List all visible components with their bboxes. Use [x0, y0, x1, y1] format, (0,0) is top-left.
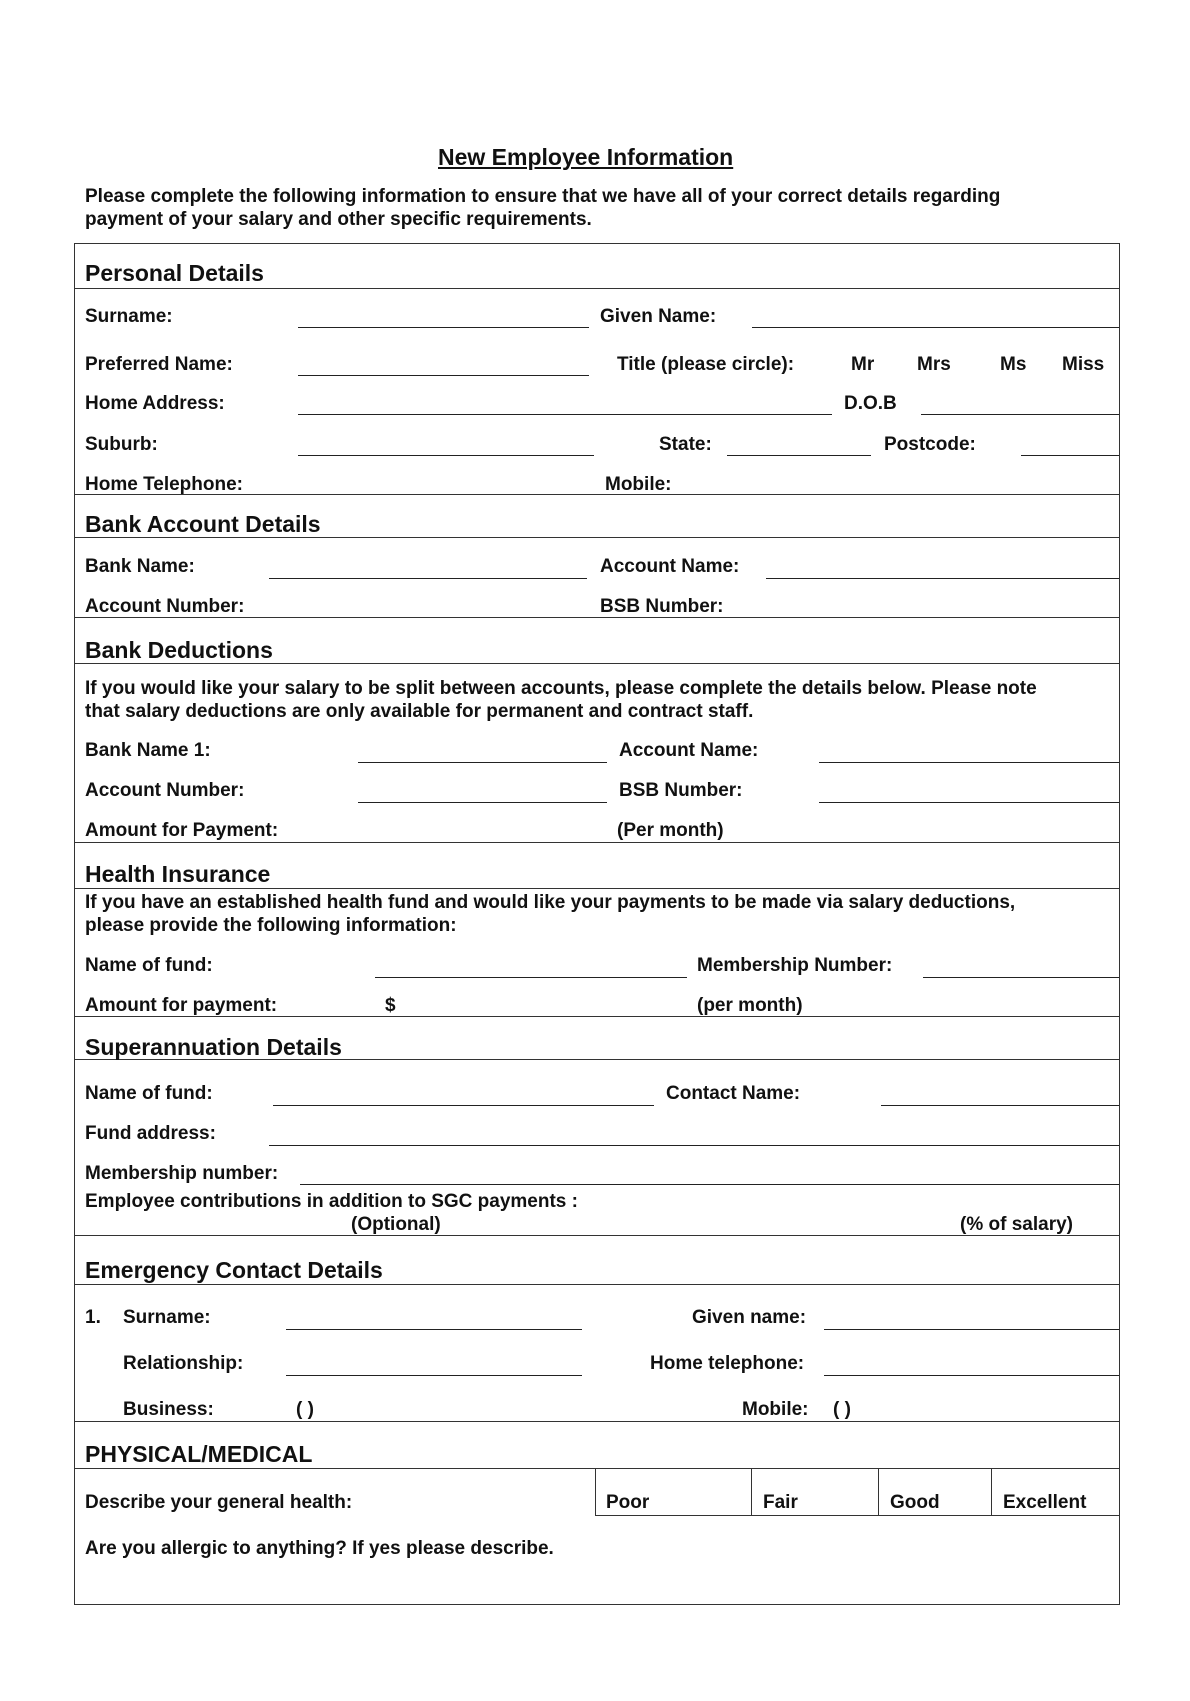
- intro-line-2: payment of your salary and other specific requirements.: [85, 209, 592, 230]
- super-membership-field[interactable]: [300, 1184, 1119, 1185]
- postcode-field[interactable]: [1021, 455, 1119, 456]
- health-grid-bottom: [595, 1515, 1120, 1516]
- dob-field[interactable]: [921, 414, 1119, 415]
- deductions-amount-label: Amount for Payment:: [85, 820, 279, 841]
- deductions-per-month: (Per month): [617, 820, 724, 841]
- optional-label: (Optional): [351, 1214, 441, 1235]
- deductions-note-2: that salary deductions are only available for permanent and contract staff.: [85, 701, 754, 722]
- deductions-account-number-field[interactable]: [358, 802, 607, 803]
- fund-address-label: Fund address:: [85, 1123, 216, 1144]
- dollar-sign: $: [385, 995, 396, 1016]
- health-fund-label: Name of fund:: [85, 955, 213, 976]
- pct-salary-label: (% of salary): [960, 1214, 1073, 1235]
- bank-name-label: Bank Name:: [85, 556, 195, 577]
- emergency-given-name-label: Given name:: [692, 1307, 807, 1328]
- relationship-field[interactable]: [286, 1375, 582, 1376]
- super-fund-field[interactable]: [273, 1105, 654, 1106]
- dob-label: D.O.B: [844, 393, 897, 414]
- section-heading-super: Superannuation Details: [85, 1034, 342, 1060]
- deductions-bsb-field[interactable]: [819, 802, 1119, 803]
- health-note-2: please provide the following information:: [85, 915, 457, 936]
- title-option-mrs[interactable]: Mrs: [917, 354, 951, 375]
- bsb-number-label: BSB Number:: [600, 596, 724, 617]
- deductions-account-name-label: Account Name:: [619, 740, 759, 761]
- preferred-name-label: Preferred Name:: [85, 354, 233, 375]
- contact-name-field[interactable]: [881, 1105, 1119, 1106]
- health-per-month: (per month): [697, 995, 803, 1016]
- health-option-excellent[interactable]: Excellent: [1003, 1492, 1087, 1513]
- home-address-label: Home Address:: [85, 393, 225, 414]
- emergency-mobile-label: Mobile:: [742, 1399, 809, 1420]
- suburb-label: Suburb:: [85, 434, 158, 455]
- title-option-mr[interactable]: Mr: [851, 354, 875, 375]
- super-fund-label: Name of fund:: [85, 1083, 213, 1104]
- divider: [75, 1468, 1120, 1469]
- home-address-field[interactable]: [298, 414, 832, 415]
- deductions-account-number-label: Account Number:: [85, 780, 245, 801]
- contact-name-label: Contact Name:: [666, 1083, 801, 1104]
- deductions-account-name-field[interactable]: [819, 762, 1119, 763]
- emergency-number: 1.: [85, 1307, 101, 1328]
- section-heading-bank-deductions: Bank Deductions: [85, 637, 273, 663]
- surname-field[interactable]: [298, 327, 589, 328]
- health-grid-line: [991, 1468, 992, 1515]
- state-field[interactable]: [727, 455, 871, 456]
- emergency-surname-field[interactable]: [286, 1329, 582, 1330]
- section-heading-emergency: Emergency Contact Details: [85, 1257, 383, 1283]
- divider: [75, 888, 1120, 889]
- health-option-fair[interactable]: Fair: [763, 1492, 798, 1513]
- allergic-label: Are you allergic to anything? If yes please describe.: [85, 1538, 554, 1559]
- business-phone-field[interactable]: ( ): [296, 1399, 314, 1420]
- health-amount-label: Amount for payment:: [85, 995, 278, 1016]
- bank-name-field[interactable]: [269, 578, 587, 579]
- postcode-label: Postcode:: [884, 434, 976, 455]
- deductions-bsb-label: BSB Number:: [619, 780, 743, 801]
- health-fund-field[interactable]: [375, 977, 687, 978]
- title-circle-label: Title (please circle):: [617, 354, 795, 375]
- health-grid-line: [595, 1468, 596, 1515]
- emergency-surname-label: Surname:: [123, 1307, 211, 1328]
- emergency-home-telephone-field[interactable]: [824, 1375, 1119, 1376]
- health-note-1: If you have an established health fund and would like your payments to be made via salary deductions,: [85, 892, 1016, 913]
- account-number-label: Account Number:: [85, 596, 245, 617]
- intro-line-1: Please complete the following information to ensure that we have all of your correct details regarding: [85, 186, 1001, 207]
- suburb-field[interactable]: [298, 455, 594, 456]
- title-option-miss[interactable]: Miss: [1062, 354, 1105, 375]
- surname-label: Surname:: [85, 306, 173, 327]
- given-name-field[interactable]: [752, 327, 1119, 328]
- emergency-home-telephone-label: Home telephone:: [650, 1353, 805, 1374]
- relationship-label: Relationship:: [123, 1353, 244, 1374]
- bank-name-1-field[interactable]: [358, 762, 607, 763]
- given-name-label: Given Name:: [600, 306, 717, 327]
- membership-number-label: Membership Number:: [697, 955, 893, 976]
- home-telephone-label: Home Telephone:: [85, 474, 243, 495]
- bank-name-1-label: Bank Name 1:: [85, 740, 211, 761]
- page-title: New Employee Information: [438, 144, 734, 170]
- section-heading-personal: Personal Details: [85, 260, 264, 286]
- membership-number-field[interactable]: [923, 977, 1119, 978]
- emergency-given-name-field[interactable]: [824, 1329, 1119, 1330]
- deductions-note-1: If you would like your salary to be split between accounts, please complete the details below. Please note: [85, 678, 1037, 699]
- section-heading-bank-account: Bank Account Details: [85, 511, 321, 537]
- health-grid-line: [878, 1468, 879, 1515]
- divider: [75, 842, 1120, 843]
- account-name-label: Account Name:: [600, 556, 740, 577]
- section-heading-health: Health Insurance: [85, 861, 271, 887]
- contributions-label: Employee contributions in addition to SGC payments :: [85, 1191, 578, 1212]
- super-membership-label: Membership number:: [85, 1163, 279, 1184]
- health-option-poor[interactable]: Poor: [606, 1492, 650, 1513]
- divider: [75, 1421, 1120, 1422]
- section-heading-medical: PHYSICAL/MEDICAL: [85, 1441, 313, 1467]
- divider: [75, 1284, 1120, 1285]
- divider: [75, 288, 1120, 289]
- general-health-label: Describe your general health:: [85, 1492, 353, 1513]
- preferred-name-field[interactable]: [298, 375, 589, 376]
- mobile-label: Mobile:: [605, 474, 672, 495]
- fund-address-field[interactable]: [269, 1145, 1119, 1146]
- state-label: State:: [659, 434, 712, 455]
- account-name-field[interactable]: [766, 578, 1119, 579]
- health-option-good[interactable]: Good: [890, 1492, 940, 1513]
- health-grid-line: [751, 1468, 752, 1515]
- business-label: Business:: [123, 1399, 214, 1420]
- title-option-ms[interactable]: Ms: [1000, 354, 1027, 375]
- emergency-mobile-field[interactable]: ( ): [833, 1399, 851, 1420]
